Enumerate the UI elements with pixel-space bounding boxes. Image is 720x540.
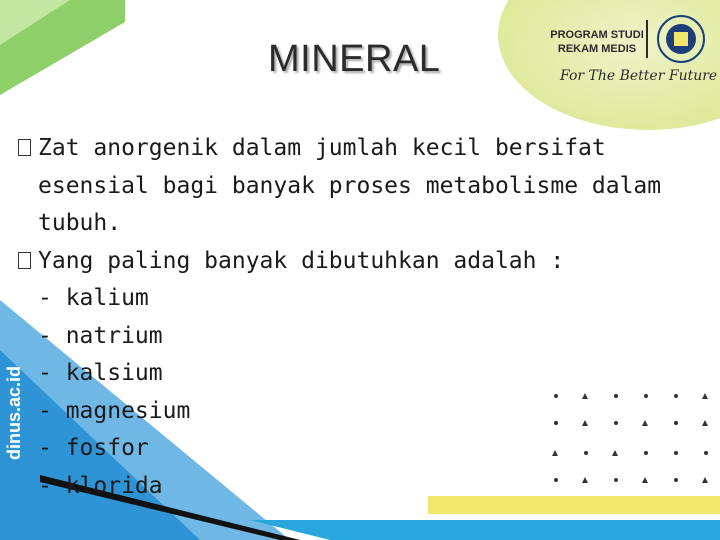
website-url: dinus.ac.id xyxy=(4,365,24,460)
program-name xyxy=(542,28,652,56)
bullet-item xyxy=(18,243,708,281)
bullet-box-icon xyxy=(18,139,31,156)
mineral-item: - fosfor xyxy=(38,435,149,461)
university-seal-icon xyxy=(656,14,706,64)
tagline: For The Better Future xyxy=(560,68,718,84)
mineral-item: - kalsium xyxy=(38,360,163,386)
mineral-item: - natrium xyxy=(38,322,163,349)
blue-bar xyxy=(250,520,720,540)
bullet-item xyxy=(18,130,708,243)
bullet-text-line: esensial bagi banyak proses metabolisme dalam xyxy=(38,172,662,199)
mineral-item: - magnesium xyxy=(38,397,191,424)
mineral-item: - klorida xyxy=(38,472,163,499)
program-line-1: PROGRAM STUDI xyxy=(550,29,644,41)
bullet-text-line: Yang paling banyak dibutuhkan adalah : xyxy=(38,247,565,274)
mineral-item: - kalium xyxy=(38,285,149,311)
logo-divider xyxy=(646,20,648,58)
slide-title: MINERAL xyxy=(268,38,441,80)
bullet-box-icon xyxy=(18,252,31,269)
bullet-text-line: Zat anorgenik dalam jumlah kecil bersifat xyxy=(38,135,606,161)
dot-grid-decoration xyxy=(548,388,720,492)
program-line-2: REKAM MEDIS xyxy=(557,43,637,55)
bullet-text-line: tubuh. xyxy=(38,210,122,236)
